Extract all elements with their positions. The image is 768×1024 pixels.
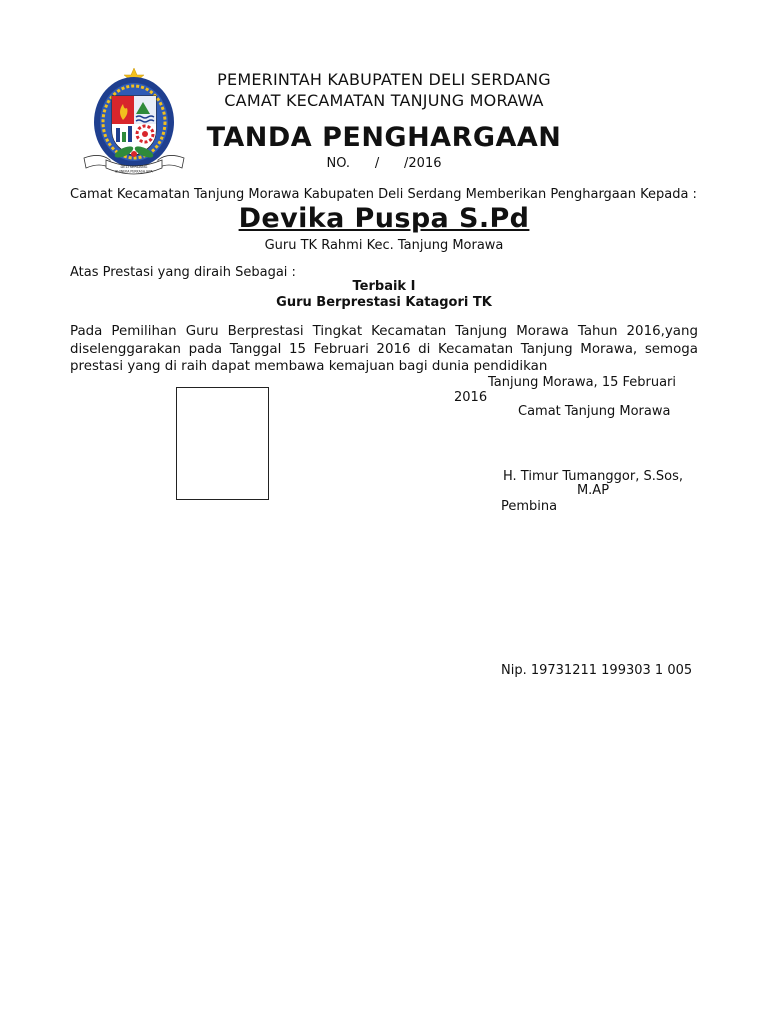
place-date: Tanjung Morawa, 15 Februari 2016 (454, 375, 677, 405)
recipient-position: Guru TK Rahmi Kec. Tanjung Morawa (264, 238, 504, 253)
signer-role: Camat Tanjung Morawa (518, 404, 671, 419)
ribbon-text-2: BHINEKA PERKASA JAYA (115, 169, 153, 174)
ribbon-text-1: DELI SERDANG (120, 165, 148, 169)
signer-rank: Pembina (501, 499, 558, 514)
award-intro: Camat Kecamatan Tanjung Morawa Kabupaten Deli Serdang Memberikan Penghargaan Kepada : (70, 187, 697, 202)
achievement-category: Guru Berprestasi Katagori TK (276, 295, 492, 310)
achievement-rank: Terbaik I (352, 279, 416, 294)
award-description: Pada Pemilihan Guru Berprestasi Tingkat Kecamatan Tanjung Morawa Tahun 2016,yang diselenggarakan pada Tanggal 15 Februari 2016 di Kecamatan Tanjung Morawa, semoga prestasi yang di raih dapat membawa kemajuan bagi dunia pendidikan (70, 324, 698, 374)
document-number: NO. / /2016 (326, 156, 442, 171)
signer-name: H. Timur Tumanggor, S.Sos, M.AP (503, 469, 683, 498)
emblem-icon (80, 64, 188, 176)
recipient-name: Devika Puspa S.Pd (238, 203, 530, 234)
deli-serdang-emblem (80, 64, 188, 176)
photo-placeholder (176, 387, 269, 500)
government-line-1: PEMERINTAH KABUPATEN DELI SERDANG (217, 70, 551, 89)
document-title: TANDA PENGHARGAAN (206, 122, 562, 153)
signer-nip: Nip. 19731211 199303 1 005 (501, 663, 693, 678)
government-line-2: CAMAT KECAMATAN TANJUNG MORAWA (224, 91, 544, 110)
achievement-basis: Atas Prestasi yang diraih Sebagai : (70, 265, 296, 280)
